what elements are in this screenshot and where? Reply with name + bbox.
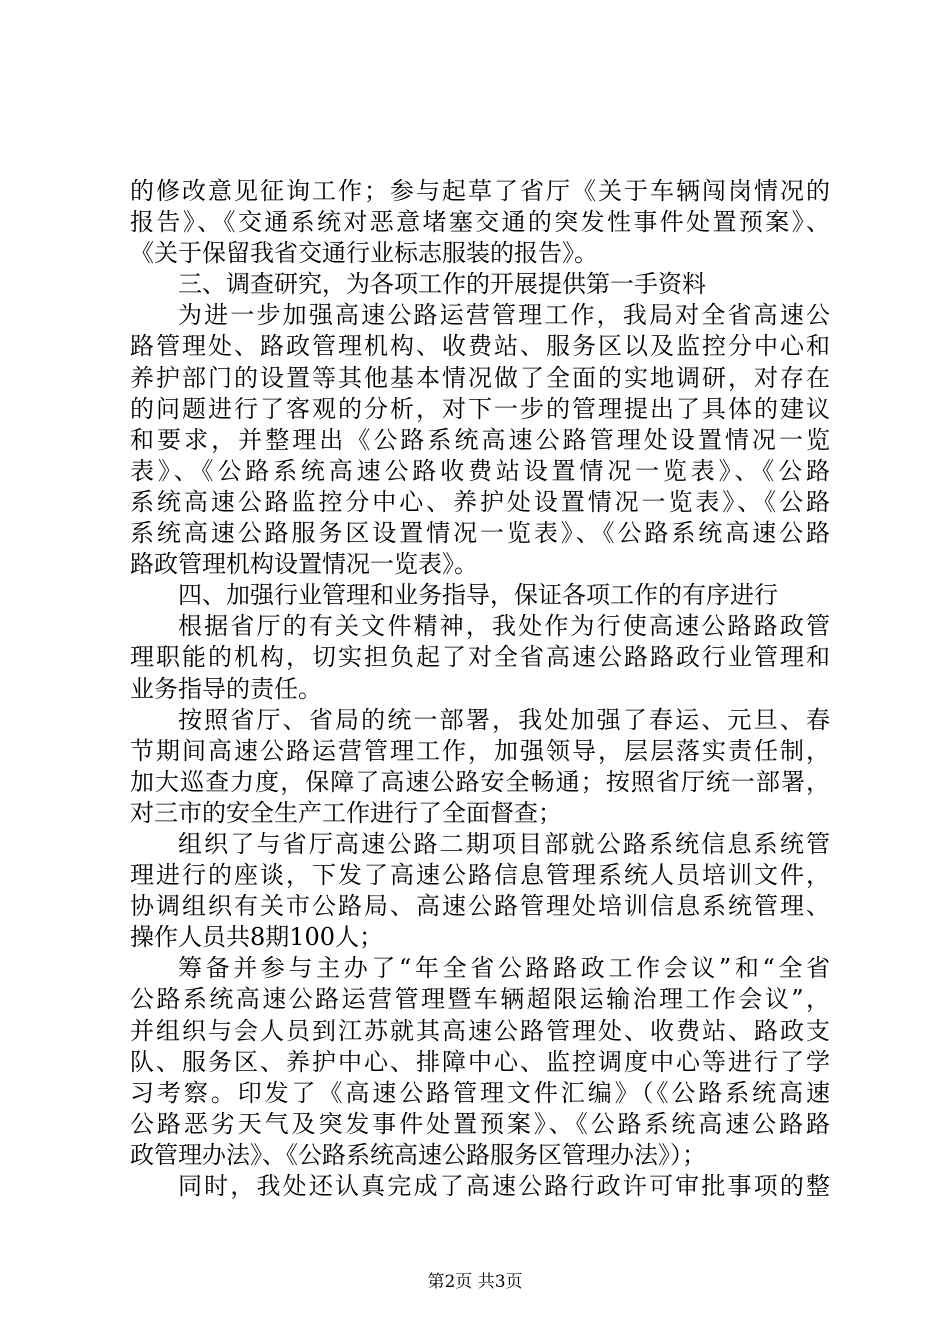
text-line: 政管理办法》、《公路系统高速公路服务区管理办法》）； <box>130 1140 706 1169</box>
page-footer: 第2页 共3页 <box>427 1272 523 1292</box>
text-line: 理进行的座谈，下发了高速公路信息管理系统人员培训文件， <box>130 861 830 890</box>
text-line: 习考察。印发了《高速公路管理文件汇编》（《公路系统高速 <box>130 1078 830 1107</box>
text-line: 根据省厅的有关文件精神，我处作为行使高速公路路政管 <box>178 612 830 641</box>
text-line: 对三市的安全生产工作进行了全面督查； <box>130 798 562 827</box>
text-line: 表》、《公路系统高速公路收费站设置情况一览表》、《公路 <box>130 456 830 485</box>
document-body <box>130 176 830 1202</box>
text-line: 节期间高速公路运营管理工作，加强领导，层层落实责任制， <box>130 736 830 765</box>
text-line: 操作人员共8期100人； <box>130 923 384 952</box>
text-line: 路政管理机构设置情况一览表》。 <box>130 550 478 579</box>
text-line: 业务指导的责任。 <box>130 674 322 703</box>
text-line: 按照省厅、省局的统一部署，我处加强了春运、元旦、春 <box>178 705 830 734</box>
text-line: 和要求，并整理出《公路系统高速公路管理处设置情况一览 <box>130 425 830 454</box>
text-line: 队、服务区、养护中心、排障中心、监控调度中心等进行了学 <box>130 1047 830 1076</box>
text-line: 的修改意见征询工作；参与起草了省厅《关于车辆闯岗情况的 <box>130 177 830 205</box>
text-line: 《关于保留我省交通行业标志服装的报告》。 <box>130 239 598 268</box>
text-line: 系统高速公路监控分中心、养护处设置情况一览表》、《公路 <box>130 487 830 516</box>
text-line: 协调组织有关市公路局、高速公路管理处培训信息系统管理、 <box>130 892 830 921</box>
text-line: 四、加强行业管理和业务指导，保证各项工作的有序进行 <box>178 581 778 610</box>
text-line: 养护部门的设置等其他基本情况做了全面的实地调研，对存在 <box>130 363 830 392</box>
text-line: 组织了与省厅高速公路二期项目部就公路系统信息系统管 <box>178 829 830 858</box>
text-line: 并组织与会人员到江苏就其高速公路管理处、收费站、路政支 <box>130 1016 830 1045</box>
text-line: 路管理处、路政管理机构、收费站、服务区以及监控分中心和 <box>130 332 830 361</box>
text-line: 理职能的机构，切实担负起了对全省高速公路路政行业管理和 <box>130 643 830 672</box>
text-line: 报告》、《交通系统对恶意堵塞交通的突发性事件处置预案》、 <box>130 208 830 237</box>
text-line: 公路恶劣天气及突发事件处置预案》、《公路系统高速公路路 <box>130 1109 830 1138</box>
text-line: 同时，我处还认真完成了高速公路行政许可审批事项的整 <box>178 1172 830 1200</box>
text-line: 公路系统高速公路运营管理暨车辆超限运输治理工作会议”， <box>130 985 830 1014</box>
text-line: 为进一步加强高速公路运营管理工作，我局对全省高速公 <box>178 301 830 330</box>
text-line: 的问题进行了客观的分析，对下一步的管理提出了具体的建议 <box>130 394 830 423</box>
text-line: 三、调查研究，为各项工作的开展提供第一手资料 <box>178 270 706 299</box>
text-line: 加大巡查力度，保障了高速公路安全畅通；按照省厅统一部署， <box>130 767 830 796</box>
text-line: 系统高速公路服务区设置情况一览表》、《公路系统高速公路 <box>130 519 830 548</box>
text-line: 筹备并参与主办了“年全省公路路政工作会议”和“全省 <box>178 954 830 983</box>
